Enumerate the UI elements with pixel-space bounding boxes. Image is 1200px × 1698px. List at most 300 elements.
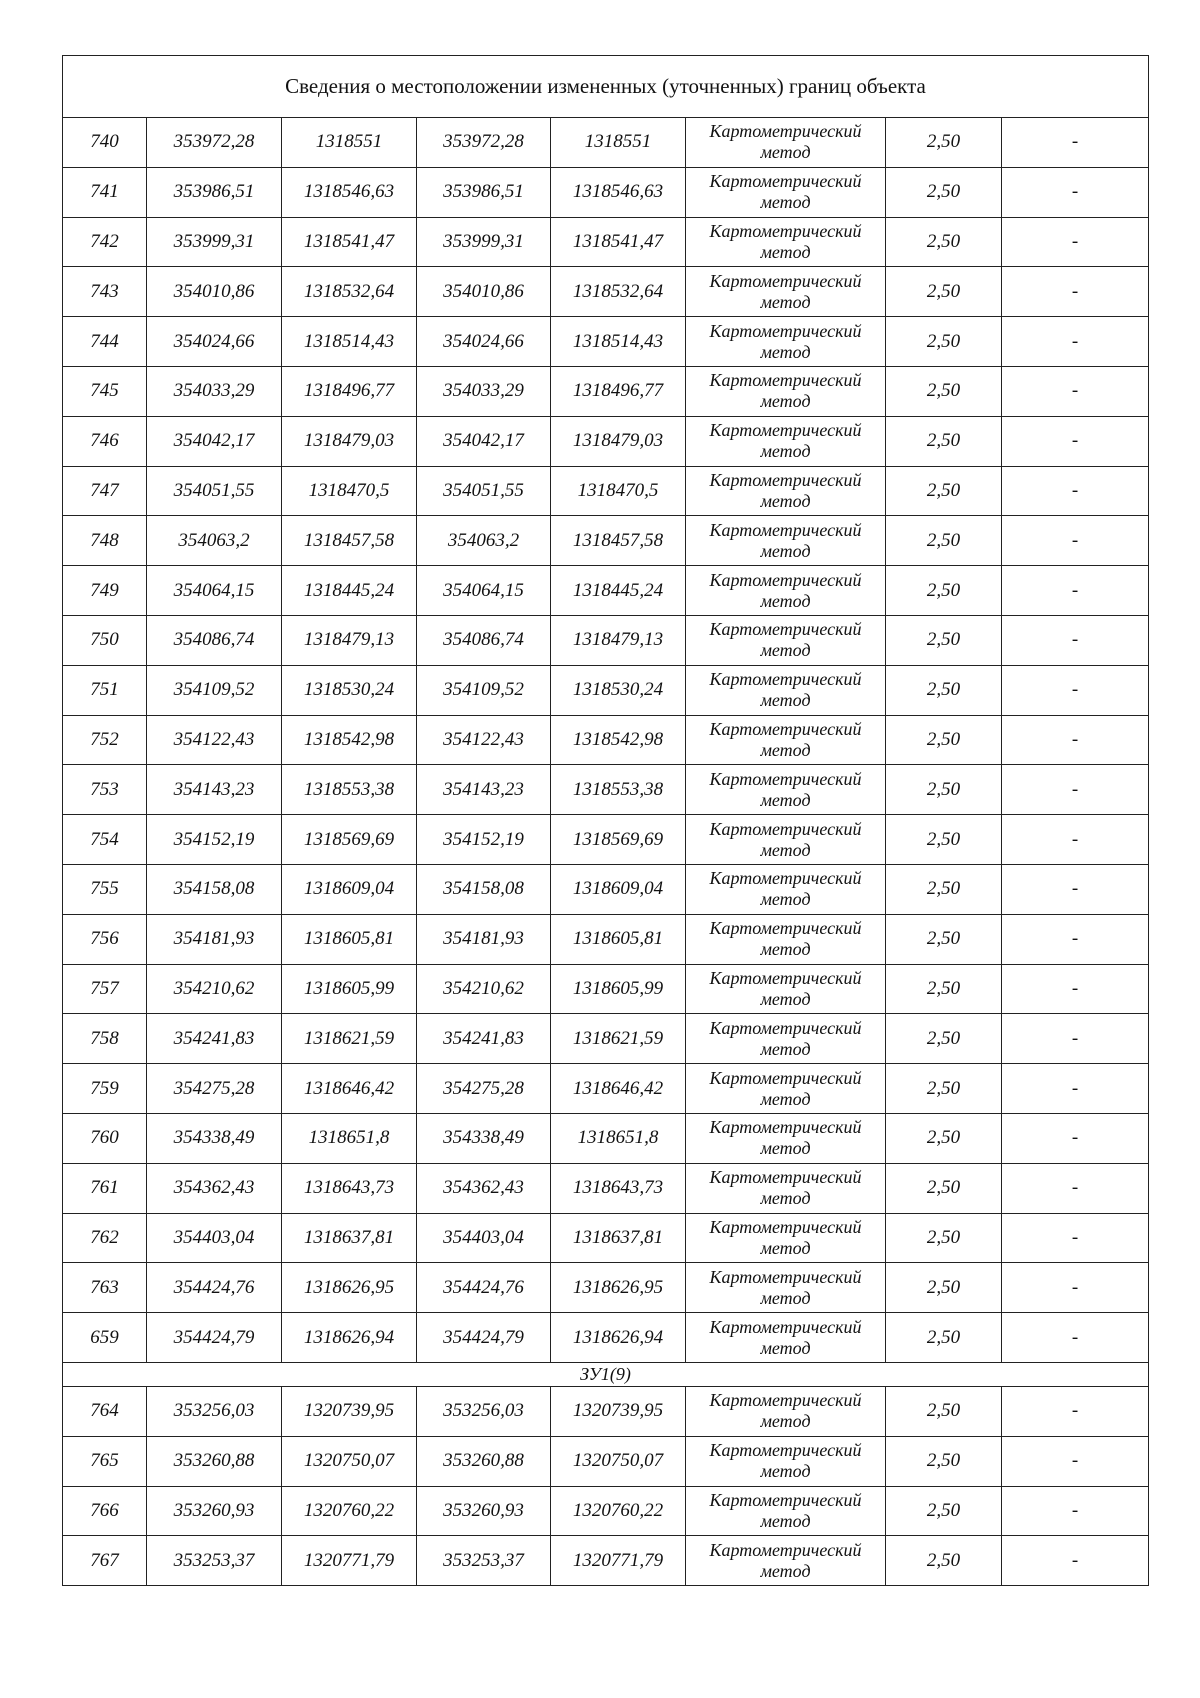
method-line-1: Картометрический (709, 270, 862, 291)
method-cell (686, 1536, 886, 1586)
method-cell (686, 1163, 886, 1213)
existing-x: 353260,88 (147, 1436, 282, 1486)
point-number: 765 (63, 1436, 147, 1486)
method-line-1: Картометрический (709, 1266, 862, 1287)
method-line-2: метод (760, 1510, 811, 1531)
existing-x: 353986,51 (147, 167, 282, 217)
existing-x: 354010,86 (147, 267, 282, 317)
table-row (63, 1014, 1149, 1064)
refined-x: 354424,79 (417, 1313, 551, 1363)
table-row (63, 566, 1149, 616)
refined-y: 1318479,03 (551, 416, 686, 466)
refined-x: 354086,74 (417, 615, 551, 665)
method-cell (686, 267, 886, 317)
refined-y: 1318496,77 (551, 366, 686, 416)
method-line-1: Картометрический (709, 1316, 862, 1337)
accuracy-cell: 2,50 (886, 267, 1002, 317)
description-cell: - (1002, 516, 1149, 566)
refined-y: 1318569,69 (551, 815, 686, 865)
point-number: 742 (63, 217, 147, 267)
boundary-coordinates-table (62, 55, 1149, 1586)
refined-x: 354362,43 (417, 1163, 551, 1213)
method-cell (686, 864, 886, 914)
method-line-2: метод (760, 789, 811, 810)
point-number: 758 (63, 1014, 147, 1064)
description-cell: - (1002, 615, 1149, 665)
accuracy-cell: 2,50 (886, 914, 1002, 964)
method-cell (686, 317, 886, 367)
existing-y: 1318609,04 (282, 864, 417, 914)
existing-x: 354033,29 (147, 366, 282, 416)
description-cell: - (1002, 1536, 1149, 1586)
refined-y: 1320739,95 (551, 1386, 686, 1436)
accuracy-cell: 2,50 (886, 1213, 1002, 1263)
section-label: ЗУ1(9) (63, 1362, 1149, 1386)
refined-x: 354042,17 (417, 416, 551, 466)
existing-y: 1320760,22 (282, 1486, 417, 1536)
description-cell: - (1002, 466, 1149, 516)
method-cell (686, 217, 886, 267)
existing-y: 1318546,63 (282, 167, 417, 217)
method-cell (686, 815, 886, 865)
description-cell: - (1002, 964, 1149, 1014)
method-cell (686, 366, 886, 416)
description-cell: - (1002, 665, 1149, 715)
point-number: 745 (63, 366, 147, 416)
method-line-1: Картометрический (709, 320, 862, 341)
method-line-1: Картометрический (709, 669, 862, 690)
refined-y: 1318532,64 (551, 267, 686, 317)
accuracy-cell: 2,50 (886, 1263, 1002, 1313)
method-cell (686, 1064, 886, 1114)
method-line-1: Картометрический (709, 1539, 862, 1560)
table-row (63, 964, 1149, 1014)
refined-x: 354210,62 (417, 964, 551, 1014)
method-line-2: метод (760, 1337, 811, 1358)
method-cell (686, 1213, 886, 1263)
point-number: 749 (63, 566, 147, 616)
existing-x: 354403,04 (147, 1213, 282, 1263)
accuracy-cell: 2,50 (886, 1386, 1002, 1436)
method-line-2: метод (760, 1237, 811, 1258)
method-cell (686, 1113, 886, 1163)
existing-x: 354241,83 (147, 1014, 282, 1064)
existing-x: 354051,55 (147, 466, 282, 516)
refined-y: 1318542,98 (551, 715, 686, 765)
table-row (63, 914, 1149, 964)
existing-y: 1318626,94 (282, 1313, 417, 1363)
accuracy-cell: 2,50 (886, 366, 1002, 416)
refined-y: 1318637,81 (551, 1213, 686, 1263)
method-line-1: Картометрический (709, 768, 862, 789)
point-number: 741 (63, 167, 147, 217)
method-line-1: Картометрический (709, 718, 862, 739)
title-row (63, 56, 1149, 118)
point-number: 762 (63, 1213, 147, 1263)
refined-y: 1318626,94 (551, 1313, 686, 1363)
accuracy-cell: 2,50 (886, 765, 1002, 815)
description-cell: - (1002, 416, 1149, 466)
point-number: 763 (63, 1263, 147, 1313)
method-line-1: Картометрический (709, 1390, 862, 1411)
accuracy-cell: 2,50 (886, 118, 1002, 168)
existing-y: 1318542,98 (282, 715, 417, 765)
refined-x: 354152,19 (417, 815, 551, 865)
method-line-1: Картометрический (709, 171, 862, 192)
method-cell (686, 1436, 886, 1486)
existing-x: 354152,19 (147, 815, 282, 865)
method-line-1: Картометрический (709, 1017, 862, 1038)
method-cell (686, 964, 886, 1014)
existing-x: 353260,93 (147, 1486, 282, 1536)
method-line-1: Картометрический (709, 918, 862, 939)
method-line-2: метод (760, 1461, 811, 1482)
method-line-2: метод (760, 640, 811, 661)
refined-x: 353260,88 (417, 1436, 551, 1486)
accuracy-cell: 2,50 (886, 217, 1002, 267)
method-cell (686, 1386, 886, 1436)
accuracy-cell: 2,50 (886, 715, 1002, 765)
refined-x: 354275,28 (417, 1064, 551, 1114)
existing-y: 1318479,13 (282, 615, 417, 665)
accuracy-cell: 2,50 (886, 665, 1002, 715)
method-line-2: метод (760, 192, 811, 213)
existing-y: 1318605,81 (282, 914, 417, 964)
method-cell (686, 1263, 886, 1313)
refined-y: 1318651,8 (551, 1113, 686, 1163)
method-cell (686, 765, 886, 815)
point-number: 759 (63, 1064, 147, 1114)
method-cell (686, 118, 886, 168)
existing-y: 1318646,42 (282, 1064, 417, 1114)
refined-y: 1318546,63 (551, 167, 686, 217)
point-number: 746 (63, 416, 147, 466)
description-cell: - (1002, 1313, 1149, 1363)
method-cell (686, 665, 886, 715)
description-cell: - (1002, 167, 1149, 217)
accuracy-cell: 2,50 (886, 864, 1002, 914)
refined-y: 1320750,07 (551, 1436, 686, 1486)
table-title: Сведения о местоположении измененных (уточненных) границ объекта (63, 56, 1149, 118)
refined-x: 353253,37 (417, 1536, 551, 1586)
method-line-2: метод (760, 1560, 811, 1581)
existing-y: 1318479,03 (282, 416, 417, 466)
method-cell (686, 167, 886, 217)
accuracy-cell: 2,50 (886, 466, 1002, 516)
refined-x: 354338,49 (417, 1113, 551, 1163)
table-row (63, 1163, 1149, 1213)
existing-y: 1318551 (282, 118, 417, 168)
method-line-2: метод (760, 690, 811, 711)
point-number: 659 (63, 1313, 147, 1363)
table-row (63, 1486, 1149, 1536)
table-row (63, 715, 1149, 765)
description-cell: - (1002, 1263, 1149, 1313)
accuracy-cell: 2,50 (886, 615, 1002, 665)
refined-x: 354158,08 (417, 864, 551, 914)
method-line-1: Картометрический (709, 619, 862, 640)
description-cell: - (1002, 1113, 1149, 1163)
accuracy-cell: 2,50 (886, 317, 1002, 367)
existing-y: 1318621,59 (282, 1014, 417, 1064)
existing-x: 354064,15 (147, 566, 282, 616)
refined-y: 1318609,04 (551, 864, 686, 914)
table-row (63, 1113, 1149, 1163)
refined-y: 1320760,22 (551, 1486, 686, 1536)
existing-x: 354042,17 (147, 416, 282, 466)
description-cell: - (1002, 1163, 1149, 1213)
table-row (63, 665, 1149, 715)
method-line-2: метод (760, 839, 811, 860)
existing-y: 1318643,73 (282, 1163, 417, 1213)
existing-x: 354275,28 (147, 1064, 282, 1114)
method-line-1: Картометрический (709, 1067, 862, 1088)
accuracy-cell: 2,50 (886, 1536, 1002, 1586)
description-cell: - (1002, 267, 1149, 317)
refined-x: 354024,66 (417, 317, 551, 367)
description-cell: - (1002, 1486, 1149, 1536)
method-line-2: метод (760, 142, 811, 163)
accuracy-cell: 2,50 (886, 167, 1002, 217)
point-number: 747 (63, 466, 147, 516)
refined-y: 1318445,24 (551, 566, 686, 616)
point-number: 761 (63, 1163, 147, 1213)
refined-x: 354010,86 (417, 267, 551, 317)
refined-y: 1318530,24 (551, 665, 686, 715)
refined-x: 353972,28 (417, 118, 551, 168)
refined-x: 354122,43 (417, 715, 551, 765)
existing-x: 354424,79 (147, 1313, 282, 1363)
refined-x: 353256,03 (417, 1386, 551, 1436)
description-cell: - (1002, 864, 1149, 914)
existing-y: 1318553,38 (282, 765, 417, 815)
refined-x: 354051,55 (417, 466, 551, 516)
existing-x: 354024,66 (147, 317, 282, 367)
refined-y: 1318470,5 (551, 466, 686, 516)
point-number: 764 (63, 1386, 147, 1436)
existing-y: 1318532,64 (282, 267, 417, 317)
method-line-1: Картометрический (709, 1117, 862, 1138)
existing-x: 353999,31 (147, 217, 282, 267)
method-line-1: Картометрический (709, 868, 862, 889)
refined-x: 354241,83 (417, 1014, 551, 1064)
existing-x: 354143,23 (147, 765, 282, 815)
accuracy-cell: 2,50 (886, 416, 1002, 466)
table-row (63, 1313, 1149, 1363)
method-line-1: Картометрический (709, 370, 862, 391)
method-line-2: метод (760, 341, 811, 362)
point-number: 752 (63, 715, 147, 765)
method-line-2: метод (760, 939, 811, 960)
table-row (63, 466, 1149, 516)
description-cell: - (1002, 1386, 1149, 1436)
description-cell: - (1002, 1213, 1149, 1263)
table-row (63, 1213, 1149, 1263)
refined-y: 1318605,99 (551, 964, 686, 1014)
refined-x: 354033,29 (417, 366, 551, 416)
refined-x: 354064,15 (417, 566, 551, 616)
method-cell (686, 1014, 886, 1064)
method-cell (686, 1313, 886, 1363)
refined-y: 1318643,73 (551, 1163, 686, 1213)
description-cell: - (1002, 1436, 1149, 1486)
existing-y: 1320750,07 (282, 1436, 417, 1486)
existing-y: 1318445,24 (282, 566, 417, 616)
existing-y: 1318530,24 (282, 665, 417, 715)
method-line-2: метод (760, 441, 811, 462)
existing-x: 354109,52 (147, 665, 282, 715)
existing-y: 1318569,69 (282, 815, 417, 865)
existing-x: 353972,28 (147, 118, 282, 168)
description-cell: - (1002, 566, 1149, 616)
method-line-1: Картометрический (709, 1216, 862, 1237)
point-number: 754 (63, 815, 147, 865)
point-number: 766 (63, 1486, 147, 1536)
refined-y: 1318626,95 (551, 1263, 686, 1313)
document-page (62, 55, 1148, 1586)
table-row (63, 815, 1149, 865)
method-line-1: Картометрический (709, 420, 862, 441)
method-line-2: метод (760, 739, 811, 760)
table-row (63, 1536, 1149, 1586)
existing-x: 354210,62 (147, 964, 282, 1014)
method-line-2: метод (760, 988, 811, 1009)
accuracy-cell: 2,50 (886, 1486, 1002, 1536)
refined-x: 353986,51 (417, 167, 551, 217)
table-row (63, 1386, 1149, 1436)
existing-y: 1318637,81 (282, 1213, 417, 1263)
existing-x: 353256,03 (147, 1386, 282, 1436)
existing-y: 1320771,79 (282, 1536, 417, 1586)
existing-y: 1320739,95 (282, 1386, 417, 1436)
description-cell: - (1002, 1064, 1149, 1114)
table-row (63, 1064, 1149, 1114)
existing-x: 354338,49 (147, 1113, 282, 1163)
refined-x: 354063,2 (417, 516, 551, 566)
method-line-1: Картометрический (709, 469, 862, 490)
refined-x: 354109,52 (417, 665, 551, 715)
method-line-1: Картометрический (709, 519, 862, 540)
description-cell: - (1002, 715, 1149, 765)
accuracy-cell: 2,50 (886, 1436, 1002, 1486)
refined-y: 1318457,58 (551, 516, 686, 566)
refined-x: 354181,93 (417, 914, 551, 964)
refined-y: 1318646,42 (551, 1064, 686, 1114)
refined-y: 1318514,43 (551, 317, 686, 367)
method-line-2: метод (760, 1088, 811, 1109)
refined-y: 1318605,81 (551, 914, 686, 964)
existing-y: 1318496,77 (282, 366, 417, 416)
point-number: 751 (63, 665, 147, 715)
method-line-1: Картометрический (709, 818, 862, 839)
table-row (63, 1436, 1149, 1486)
method-line-2: метод (760, 490, 811, 511)
existing-x: 354086,74 (147, 615, 282, 665)
method-cell (686, 466, 886, 516)
existing-y: 1318541,47 (282, 217, 417, 267)
method-line-1: Картометрический (709, 569, 862, 590)
existing-x: 354122,43 (147, 715, 282, 765)
point-number: 748 (63, 516, 147, 566)
accuracy-cell: 2,50 (886, 1064, 1002, 1114)
accuracy-cell: 2,50 (886, 1113, 1002, 1163)
point-number: 744 (63, 317, 147, 367)
existing-x: 354424,76 (147, 1263, 282, 1313)
table-row (63, 864, 1149, 914)
accuracy-cell: 2,50 (886, 1014, 1002, 1064)
method-cell (686, 566, 886, 616)
existing-x: 354158,08 (147, 864, 282, 914)
description-cell: - (1002, 1014, 1149, 1064)
method-line-2: метод (760, 1138, 811, 1159)
method-line-2: метод (760, 590, 811, 611)
description-cell: - (1002, 765, 1149, 815)
method-line-2: метод (760, 391, 811, 412)
table-row (63, 366, 1149, 416)
method-line-1: Картометрический (709, 1167, 862, 1188)
method-line-2: метод (760, 889, 811, 910)
method-cell (686, 516, 886, 566)
table-row (63, 118, 1149, 168)
method-line-1: Картометрический (709, 967, 862, 988)
refined-x: 354424,76 (417, 1263, 551, 1313)
table-row (63, 317, 1149, 367)
description-cell: - (1002, 366, 1149, 416)
accuracy-cell: 2,50 (886, 815, 1002, 865)
table-row (63, 267, 1149, 317)
method-line-2: метод (760, 241, 811, 262)
existing-x: 354181,93 (147, 914, 282, 964)
point-number: 757 (63, 964, 147, 1014)
description-cell: - (1002, 317, 1149, 367)
point-number: 740 (63, 118, 147, 168)
method-cell (686, 1486, 886, 1536)
point-number: 767 (63, 1536, 147, 1586)
existing-y: 1318651,8 (282, 1113, 417, 1163)
method-cell (686, 914, 886, 964)
method-cell (686, 416, 886, 466)
section-row (63, 1362, 1149, 1386)
existing-y: 1318470,5 (282, 466, 417, 516)
table-row (63, 516, 1149, 566)
point-number: 743 (63, 267, 147, 317)
refined-y: 1320771,79 (551, 1536, 686, 1586)
table-row (63, 416, 1149, 466)
description-cell: - (1002, 217, 1149, 267)
method-line-2: метод (760, 1038, 811, 1059)
method-line-2: метод (760, 1188, 811, 1209)
method-line-1: Картометрический (709, 220, 862, 241)
accuracy-cell: 2,50 (886, 566, 1002, 616)
description-cell: - (1002, 118, 1149, 168)
table-row (63, 615, 1149, 665)
existing-x: 353253,37 (147, 1536, 282, 1586)
method-line-2: метод (760, 1411, 811, 1432)
table-row (63, 1263, 1149, 1313)
accuracy-cell: 2,50 (886, 1163, 1002, 1213)
refined-y: 1318621,59 (551, 1014, 686, 1064)
point-number: 760 (63, 1113, 147, 1163)
refined-x: 353999,31 (417, 217, 551, 267)
point-number: 750 (63, 615, 147, 665)
method-cell (686, 615, 886, 665)
refined-x: 354143,23 (417, 765, 551, 815)
existing-x: 354063,2 (147, 516, 282, 566)
method-line-1: Картометрический (709, 1440, 862, 1461)
refined-y: 1318553,38 (551, 765, 686, 815)
existing-y: 1318626,95 (282, 1263, 417, 1313)
point-number: 755 (63, 864, 147, 914)
